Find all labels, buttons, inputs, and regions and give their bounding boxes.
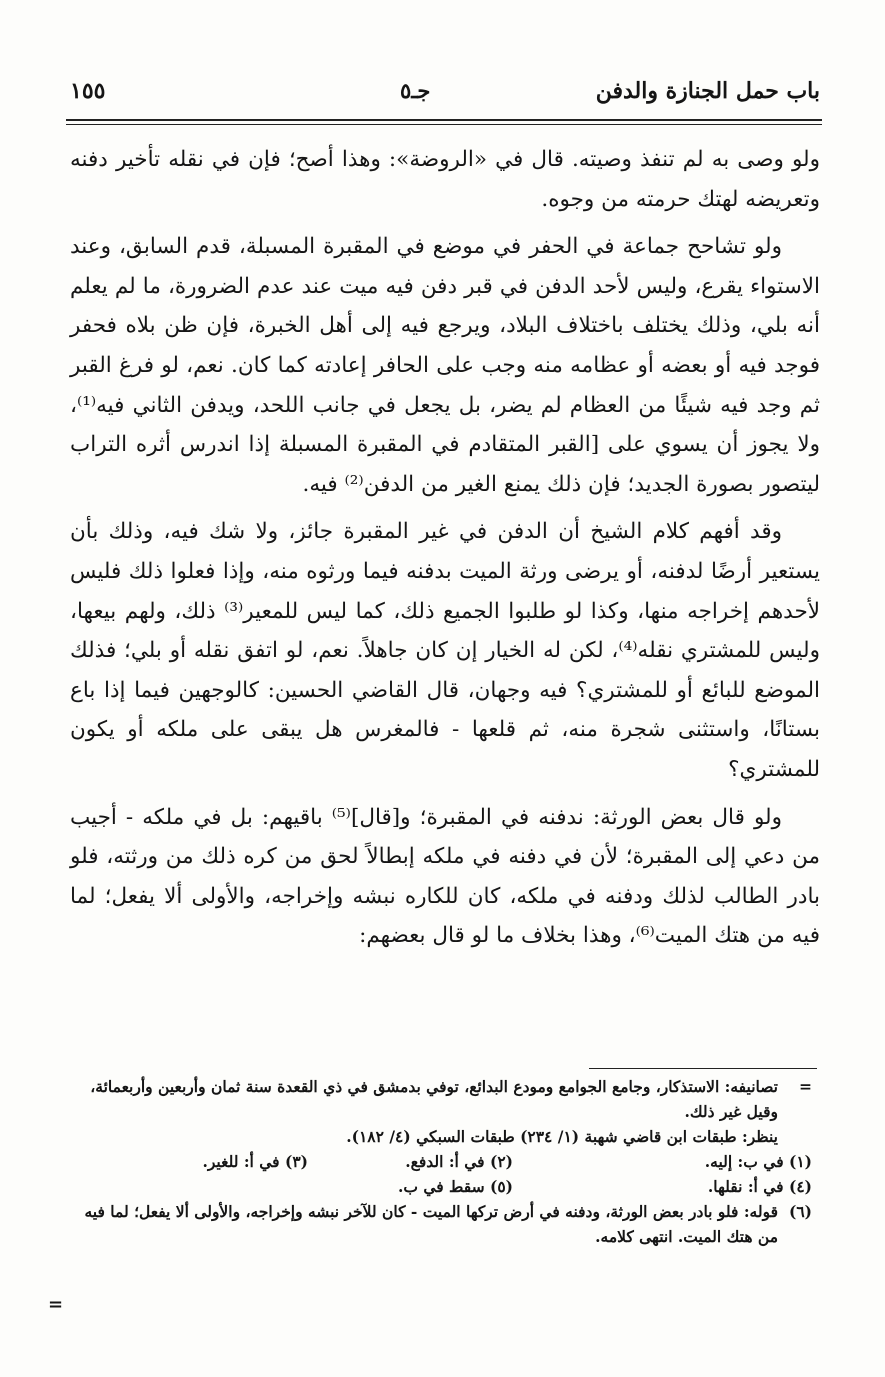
header-rule-thin bbox=[66, 124, 822, 125]
footnote-3: (٣) في أ: للغير. bbox=[202, 1152, 308, 1171]
paragraph: ولو قال بعض الورثة: ندفنه في المقبرة؛ و[قال]⁽⁵⁾ باقيهم: بل في ملكه - أجيب من دعي إلى المقبرة؛ لأن في دفنه في ملكه إبطالاً لحق من كره ذلك من ورثته، فلو بادر الطالب لذلك ودفنه في ملكه، كان للكاره نبشه وإخراجه، والأولى ألا يفعل؛ لما فيه من هتك الميت⁽⁶⁾، وهذا بخلاف ما لو قال بعضهم: bbox=[70, 804, 820, 949]
paragraph: ولو تشاحح جماعة في الحفر في موضع في المقبرة المسبلة، قدم السابق، وعند الاستواء يقرع، وليس لأحد الدفن في قبر دفن فيه ميت عند عدم الضرورة، ما لم يعلم أنه بلي، وذلك يختلف باختلاف البلاد، ويرجع فيه إلى أهل الخبرة، فإن ظن بلاه فحفر فوجد فيه أو بعضه أو عظامه منه وجب على الحافر إعادته كما كان. نعم، لو فرغ القبر ثم وجد فيه شيئًا من العظام لم يضر، بل يجعل في جانب اللحد، ويدفن الثاني فيه⁽¹⁾، ولا يجوز أن يسوي على [القبر المتقادم في المقبرة المسبلة إذا اندرس أثره التراب ليتصور بصورة الجديد؛ فإن ذلك يمنع الغير من الدفن⁽²⁾ فيه. bbox=[70, 234, 820, 497]
footnote-5: (٥) سقط في ب. bbox=[397, 1177, 513, 1196]
footnotes bbox=[70, 1074, 818, 1249]
chapter-title: باب حمل الجنازة والدفن bbox=[595, 78, 820, 104]
footnote-row bbox=[70, 1174, 818, 1199]
footnote-2: (٢) في أ: الدفع. bbox=[405, 1152, 513, 1171]
footnote-1: (١) في ب: إليه. bbox=[704, 1152, 812, 1171]
main-text bbox=[70, 140, 820, 964]
footnote-4: (٤) في أ: نقلها. bbox=[707, 1177, 812, 1196]
running-header bbox=[60, 78, 820, 118]
continuation-mark: = bbox=[799, 1077, 812, 1096]
footnote-text: تصانيفه: الاستذكار، وجامع الجوامع ومودع البدائع، توفي بدمشق في ذي القعدة سنة ثمان وأربعين وأربعمائة، وقيل غير ذلك. bbox=[90, 1077, 778, 1121]
continues-mark: = bbox=[48, 1294, 64, 1315]
volume-label: جـ٥ bbox=[400, 78, 431, 103]
paragraph: ولو وصى به لم تنفذ وصيته. قال في «الروضة»: وهذا أصح؛ فإن في نقله تأخير دفنه وتعريضه لهتك حرمته من وجوه. bbox=[70, 147, 820, 212]
footnote-6 bbox=[70, 1199, 818, 1249]
page-number: ١٥٥ bbox=[70, 78, 106, 104]
paragraph: وقد أفهم كلام الشيخ أن الدفن في غير المقبرة جائز، ولا شك فيه، وذلك بأن يستعير أرضًا لدفنه، أو يرضى ورثة الميت بدفنه فيما ورثوه منه، وإذا فعلوا ذلك فليس لأحدهم إخراجه منها، وكذا لو طلبوا الجميع ذلك، كما ليس للمعير⁽³⁾ ذلك، ولهم بيعها، وليس للمشتري نقله⁽⁴⁾، لكن له الخيار إن كان جاهلاً. نعم، لو اتفق نقله أو بلي؛ فذلك الموضع للبائع أو للمشتري؟ فيه وجهان، قال القاضي الحسين: كالوجهين فيما إذا باع بستانًا، واستثنى شجرة منه، ثم قلعها - فالمغرس هل يبقى على ملكه أو يكون للمشتري؟ bbox=[70, 519, 820, 782]
footnote-separator bbox=[589, 1068, 817, 1069]
footnote-continuation bbox=[70, 1074, 818, 1124]
footnote-text: ينظر: طبقات ابن قاضي شهبة (١/ ٢٣٤) طبقات السبكي (٤/ ١٨٢). bbox=[346, 1127, 778, 1146]
footnote-number: (٦) bbox=[788, 1202, 812, 1221]
header-rule-thick bbox=[66, 119, 822, 121]
footnote-text: قوله: فلو بادر بعض الورثة، ودفنه في أرض تركها الميت - كان للآخر نبشه وإخراجه، والأولى ألا يفعل؛ لما فيه من هتك الميت. انتهى كلامه. bbox=[84, 1202, 778, 1246]
footnote-references bbox=[70, 1124, 818, 1149]
footnote-row bbox=[70, 1149, 818, 1174]
